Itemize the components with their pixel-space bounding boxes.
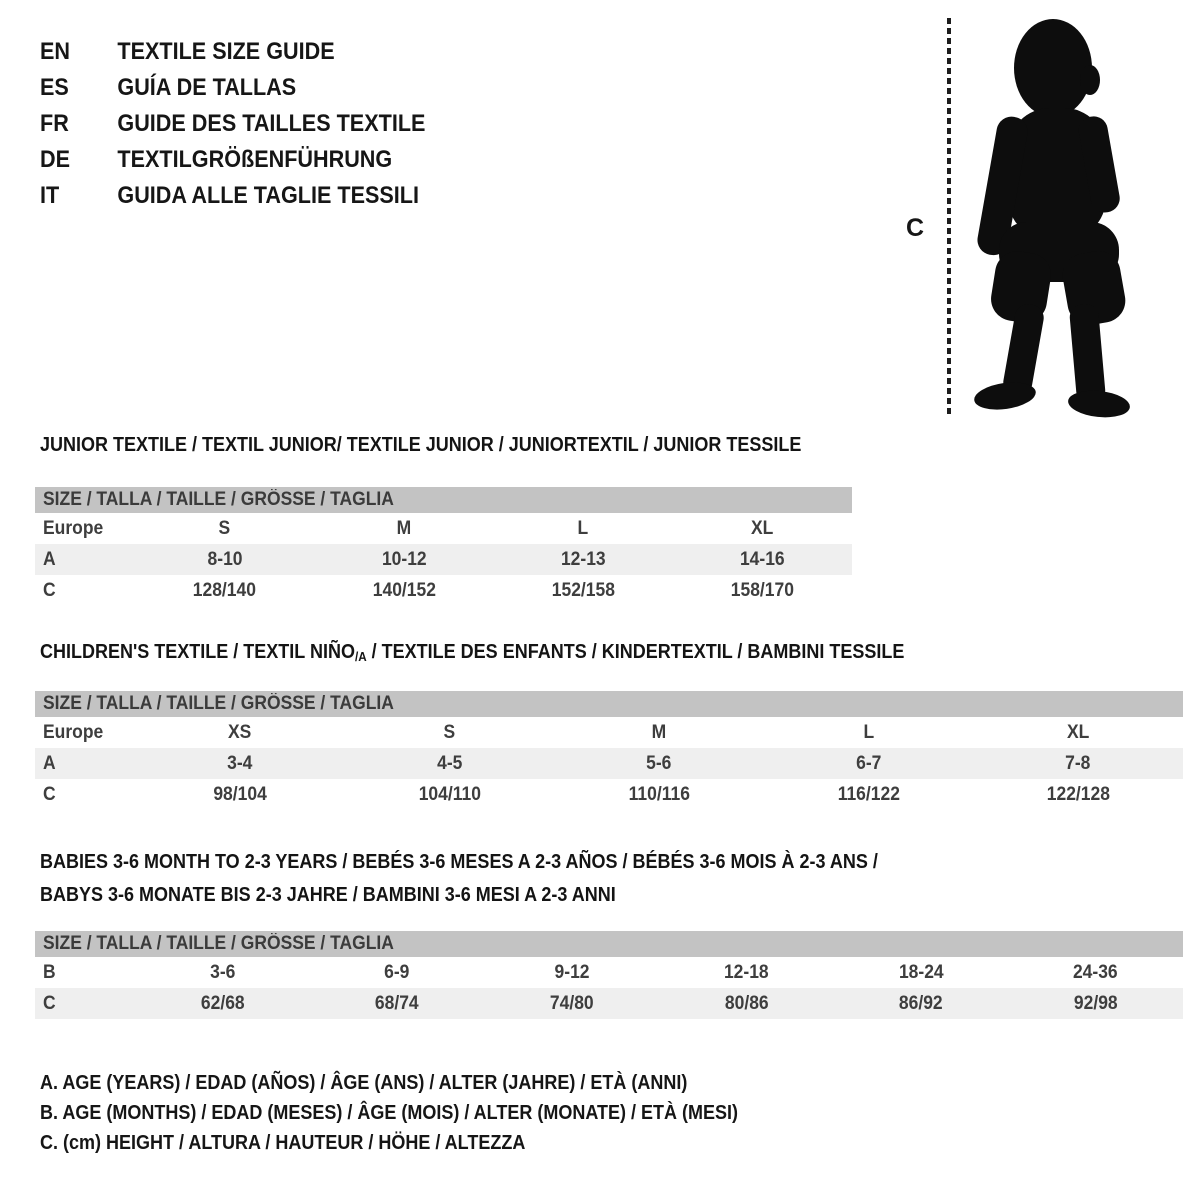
table-cell: 128/140 — [193, 580, 257, 601]
size-header-text: SIZE / TALLA / TAILLE / GRÖSSE / TAGLIA — [43, 693, 394, 714]
language-code: DE — [40, 146, 71, 173]
language-title: TEXTILE SIZE GUIDE — [117, 38, 335, 65]
table-cell: 12-18 — [723, 962, 769, 983]
table-row — [35, 717, 1183, 748]
table-cell: 9-12 — [554, 962, 590, 983]
legend-notes — [40, 1068, 816, 1158]
table-cell: XL — [1067, 722, 1090, 743]
table-cell: 92/98 — [1073, 993, 1118, 1014]
table-cell: 12-13 — [560, 549, 606, 570]
table-row — [35, 957, 1183, 988]
table-cell: 24-36 — [1073, 962, 1119, 983]
junior-size-table — [35, 487, 852, 606]
table-cell: 152/158 — [551, 580, 615, 601]
junior-heading-text: JUNIOR TEXTILE / TEXTIL JUNIOR/ TEXTILE JUNIOR / JUNIORTEXTIL / JUNIOR TESSILE — [40, 434, 802, 456]
language-code: EN — [40, 38, 71, 65]
table-cell: 140/152 — [372, 580, 436, 601]
table-row — [35, 748, 1183, 779]
table-cell: 5-6 — [646, 753, 672, 774]
language-row — [40, 142, 425, 178]
table-cell: 6-9 — [384, 962, 410, 983]
table-cell: 98/104 — [213, 784, 267, 805]
table-cell: 18-24 — [898, 962, 944, 983]
language-title: GUIDA ALLE TAGLIE TESSILI — [117, 182, 419, 209]
table-row — [35, 779, 1183, 810]
table-cell: 62/68 — [200, 993, 245, 1014]
babies-heading-line1: BABIES 3-6 MONTH TO 2-3 YEARS / BEBÉS 3-6 MESES A 2-3 AÑOS / BÉBÉS 3-6 MOIS À 2-3 ANS / — [40, 851, 878, 873]
table-cell: 68/74 — [375, 993, 419, 1014]
table-cell: 80/86 — [724, 993, 769, 1014]
row-label: A — [43, 753, 56, 774]
table-cell: L — [863, 722, 874, 743]
table-cell: 3-6 — [209, 962, 235, 983]
language-title-list — [40, 34, 468, 214]
size-header-text: SIZE / TALLA / TAILLE / GRÖSSE / TAGLIA — [43, 933, 394, 954]
note-b: B. AGE (MONTHS) / EDAD (MESES) / ÂGE (MOIS) / ALTER (MONATE) / ETÀ (MESI) — [40, 1102, 738, 1124]
row-label: A — [43, 549, 56, 570]
height-dotted-line — [947, 18, 951, 416]
table-cell: M — [396, 518, 412, 539]
language-title: TEXTILGRÖßENFÜHRUNG — [117, 146, 393, 173]
size-header-bar — [35, 487, 852, 513]
language-title: GUÍA DE TALLAS — [117, 74, 297, 101]
row-label: Europe — [43, 518, 104, 539]
table-cell: 110/116 — [628, 784, 690, 805]
table-cell: 10-12 — [381, 549, 427, 570]
row-label: C — [43, 580, 56, 601]
table-cell: XL — [751, 518, 774, 539]
table-cell: L — [577, 518, 589, 539]
language-row — [40, 34, 425, 70]
language-title: GUIDE DES TAILLES TEXTILE — [117, 110, 426, 137]
row-label: C — [43, 784, 56, 805]
table-cell: 14-16 — [740, 549, 785, 570]
table-cell: S — [218, 518, 231, 539]
children-size-table — [35, 691, 1183, 810]
toddler-silhouette-icon — [963, 16, 1141, 418]
table-row — [35, 988, 1183, 1019]
language-code: IT — [40, 182, 60, 209]
table-cell: 74/80 — [549, 993, 594, 1014]
size-header-bar — [35, 691, 1183, 717]
row-label: Europe — [43, 722, 104, 743]
note-c: C. (cm) HEIGHT / ALTURA / HAUTEUR / HÖHE / ALTEZZA — [40, 1132, 526, 1154]
babies-section-heading — [40, 846, 971, 912]
table-cell: 3-4 — [227, 753, 253, 774]
junior-section-heading — [40, 434, 886, 457]
table-cell: 104/110 — [418, 784, 481, 805]
table-cell: XS — [228, 722, 252, 743]
table-cell: M — [651, 722, 667, 743]
language-row — [40, 106, 425, 142]
table-cell: 116/122 — [837, 784, 900, 805]
table-cell: S — [443, 722, 456, 743]
language-row — [40, 70, 425, 106]
children-section-heading — [40, 641, 1000, 664]
table-cell: 158/170 — [730, 580, 794, 601]
table-row — [35, 513, 852, 544]
size-header-text: SIZE / TALLA / TAILLE / GRÖSSE / TAGLIA — [43, 489, 394, 510]
height-measure-label: C — [906, 214, 925, 242]
language-row — [40, 178, 425, 214]
table-cell: 8-10 — [207, 549, 243, 570]
table-cell: 4-5 — [436, 753, 463, 774]
size-header-bar — [35, 931, 1183, 957]
language-code: FR — [40, 110, 69, 137]
table-row — [35, 544, 852, 575]
children-heading-text: CHILDREN'S TEXTILE / TEXTIL $NIÑO_{/A}$ / TEXTILE DES ENFANTS / KINDERTEXTIL / BAMBINI TESSILE — [40, 641, 905, 664]
note-a: A. AGE (YEARS) / EDAD (AÑOS) / ÂGE (ANS) / ALTER (JAHRE) / ETÀ (ANNI) — [40, 1072, 688, 1094]
babies-size-table — [35, 931, 1183, 1019]
row-label: B — [43, 962, 56, 983]
table-cell: 86/92 — [899, 993, 943, 1014]
nino-a-subscript: /A — [354, 649, 367, 664]
table-row — [35, 575, 852, 606]
language-code: ES — [40, 74, 69, 101]
table-cell: 6-7 — [855, 753, 882, 774]
table-cell: 7-8 — [1065, 753, 1091, 774]
babies-heading-line2: BABYS 3-6 MONATE BIS 2-3 JAHRE / BAMBINI 3-6 MESI A 2-3 ANNI — [40, 884, 616, 906]
table-cell: 122/128 — [1046, 784, 1110, 805]
row-label: C — [43, 993, 56, 1014]
